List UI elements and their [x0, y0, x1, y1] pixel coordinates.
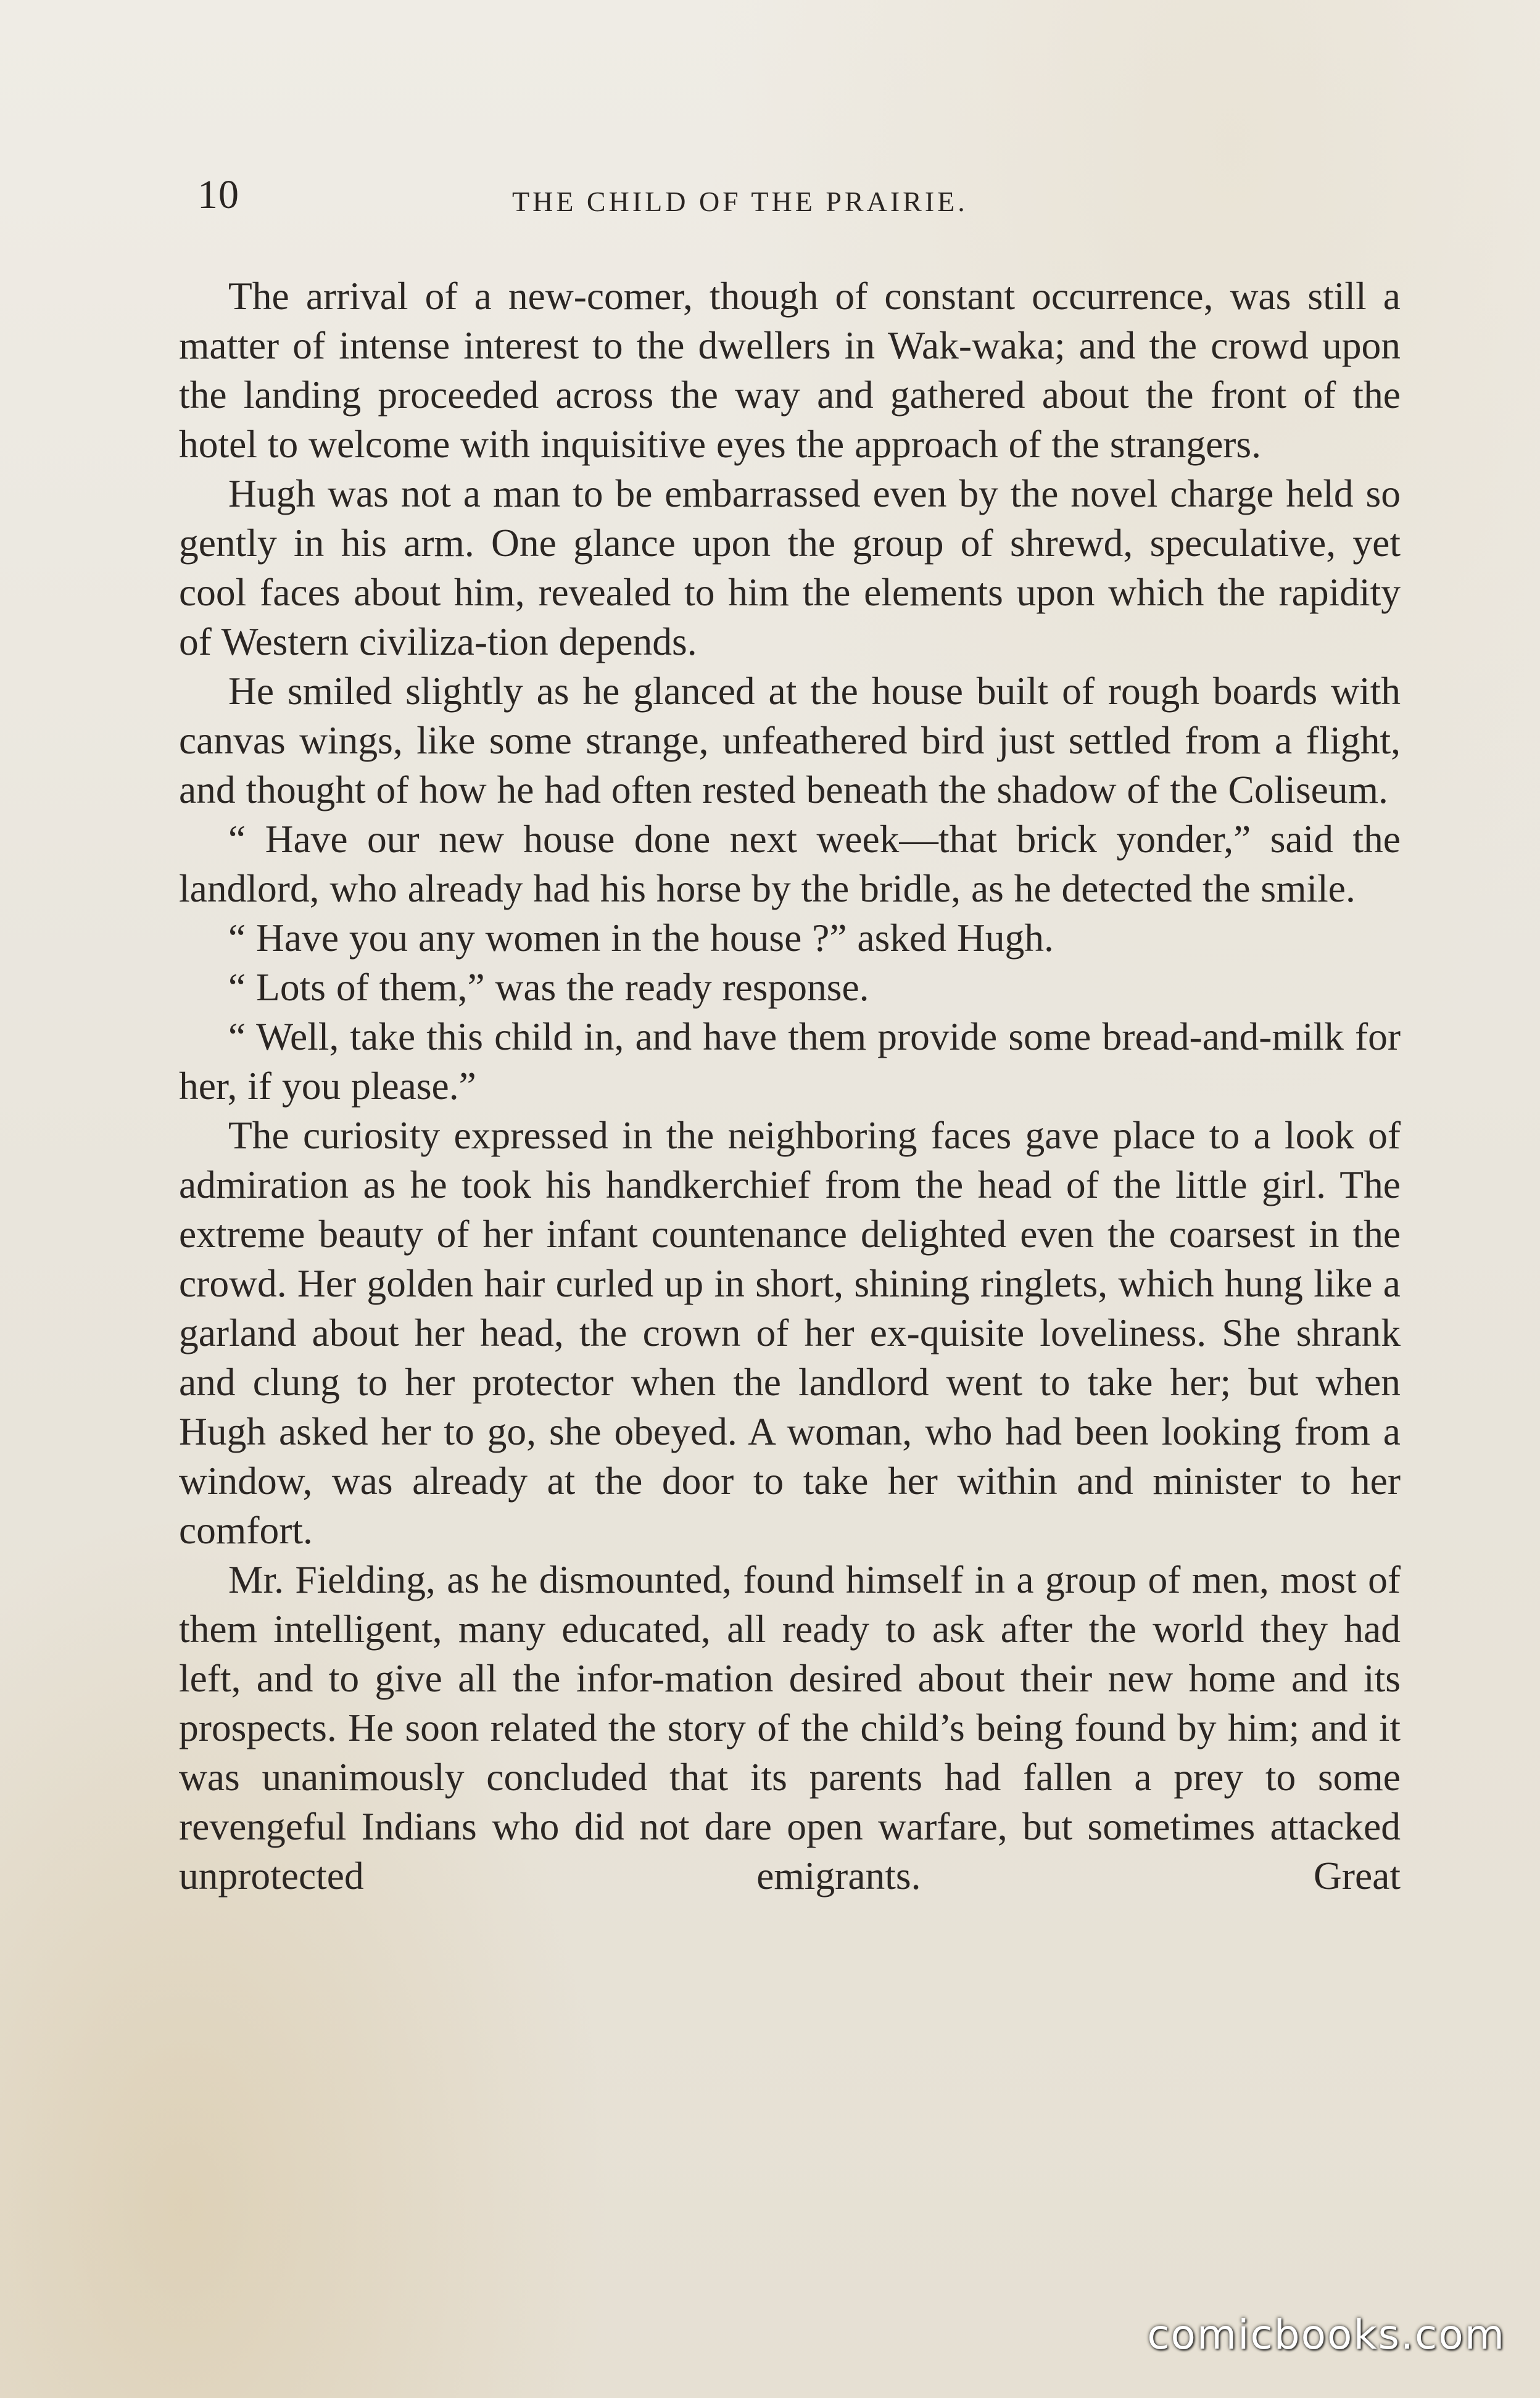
paragraph: The curiosity expressed in the neighboring faces gave place to a look of admiration as he took his handkerchief from the head of the little girl. The extreme beauty of her infant countenance delighted even the coarsest in the crowd. Her golden hair curled up in short, shining ringlets, which hung like a garland about her head, the crown of her ex-quisite loveliness. She shrank and clung to her protector when the landlord went to take her; but when Hugh asked her to go, she obeyed. A woman, who had been looking from a window, was already at the door to take her within and minister to her comfort.	[179, 1113, 1401, 1552]
paragraph: “ Have you any women in the house ?” asked Hugh.	[228, 916, 1054, 960]
paragraph: “ Have our new house done next week—that brick yonder,” said the landlord, who already had his horse by the bridle, as he detected the smile.	[179, 817, 1401, 910]
paragraph: The arrival of a new-comer, though of constant occurrence, was still a matter of intense interest to the dwellers in Wak-waka; and the crowd upon the landing proceeded across the way and gathered about the front of the hotel to welcome with inquisitive eyes the approach of the strangers.	[179, 274, 1401, 466]
body-text	[179, 272, 1401, 1901]
watermark: comicbooks.com	[1147, 2311, 1505, 2359]
page-number: 10	[197, 172, 239, 217]
paragraph: He smiled slightly as he glanced at the house built of rough boards with canvas wings, like some strange, unfeathered bird just settled from a flight, and thought of how he had often rested beneath the shadow of the Coliseum.	[179, 669, 1401, 811]
paragraph: “ Well, take this child in, and have them provide some bread-and-milk for her, if you please.”	[179, 1014, 1401, 1108]
paragraph: “ Lots of them,” was the ready response.	[228, 965, 869, 1009]
paragraph: Mr. Fielding, as he dismounted, found himself in a group of men, most of them intelligent, many educated, all ready to ask after the world they had left, and to give all the infor-mation desired about their new home and its prospects. He soon related the story of the child’s being found by him; and it was unanimously concluded that its parents had fallen a prey to some revengeful Indians who did not dare open warfare, but sometimes attacked unprotected emigrants. Great	[179, 1558, 1401, 1898]
running-head: THE CHILD OF THE PRAIRIE.	[512, 186, 968, 217]
paragraph: Hugh was not a man to be embarrassed even by the novel charge held so gently in his arm. One glance upon the group of shrewd, speculative, yet cool faces about him, revealed to him the elements upon which the rapidity of Western civiliza-tion depends.	[179, 471, 1401, 663]
